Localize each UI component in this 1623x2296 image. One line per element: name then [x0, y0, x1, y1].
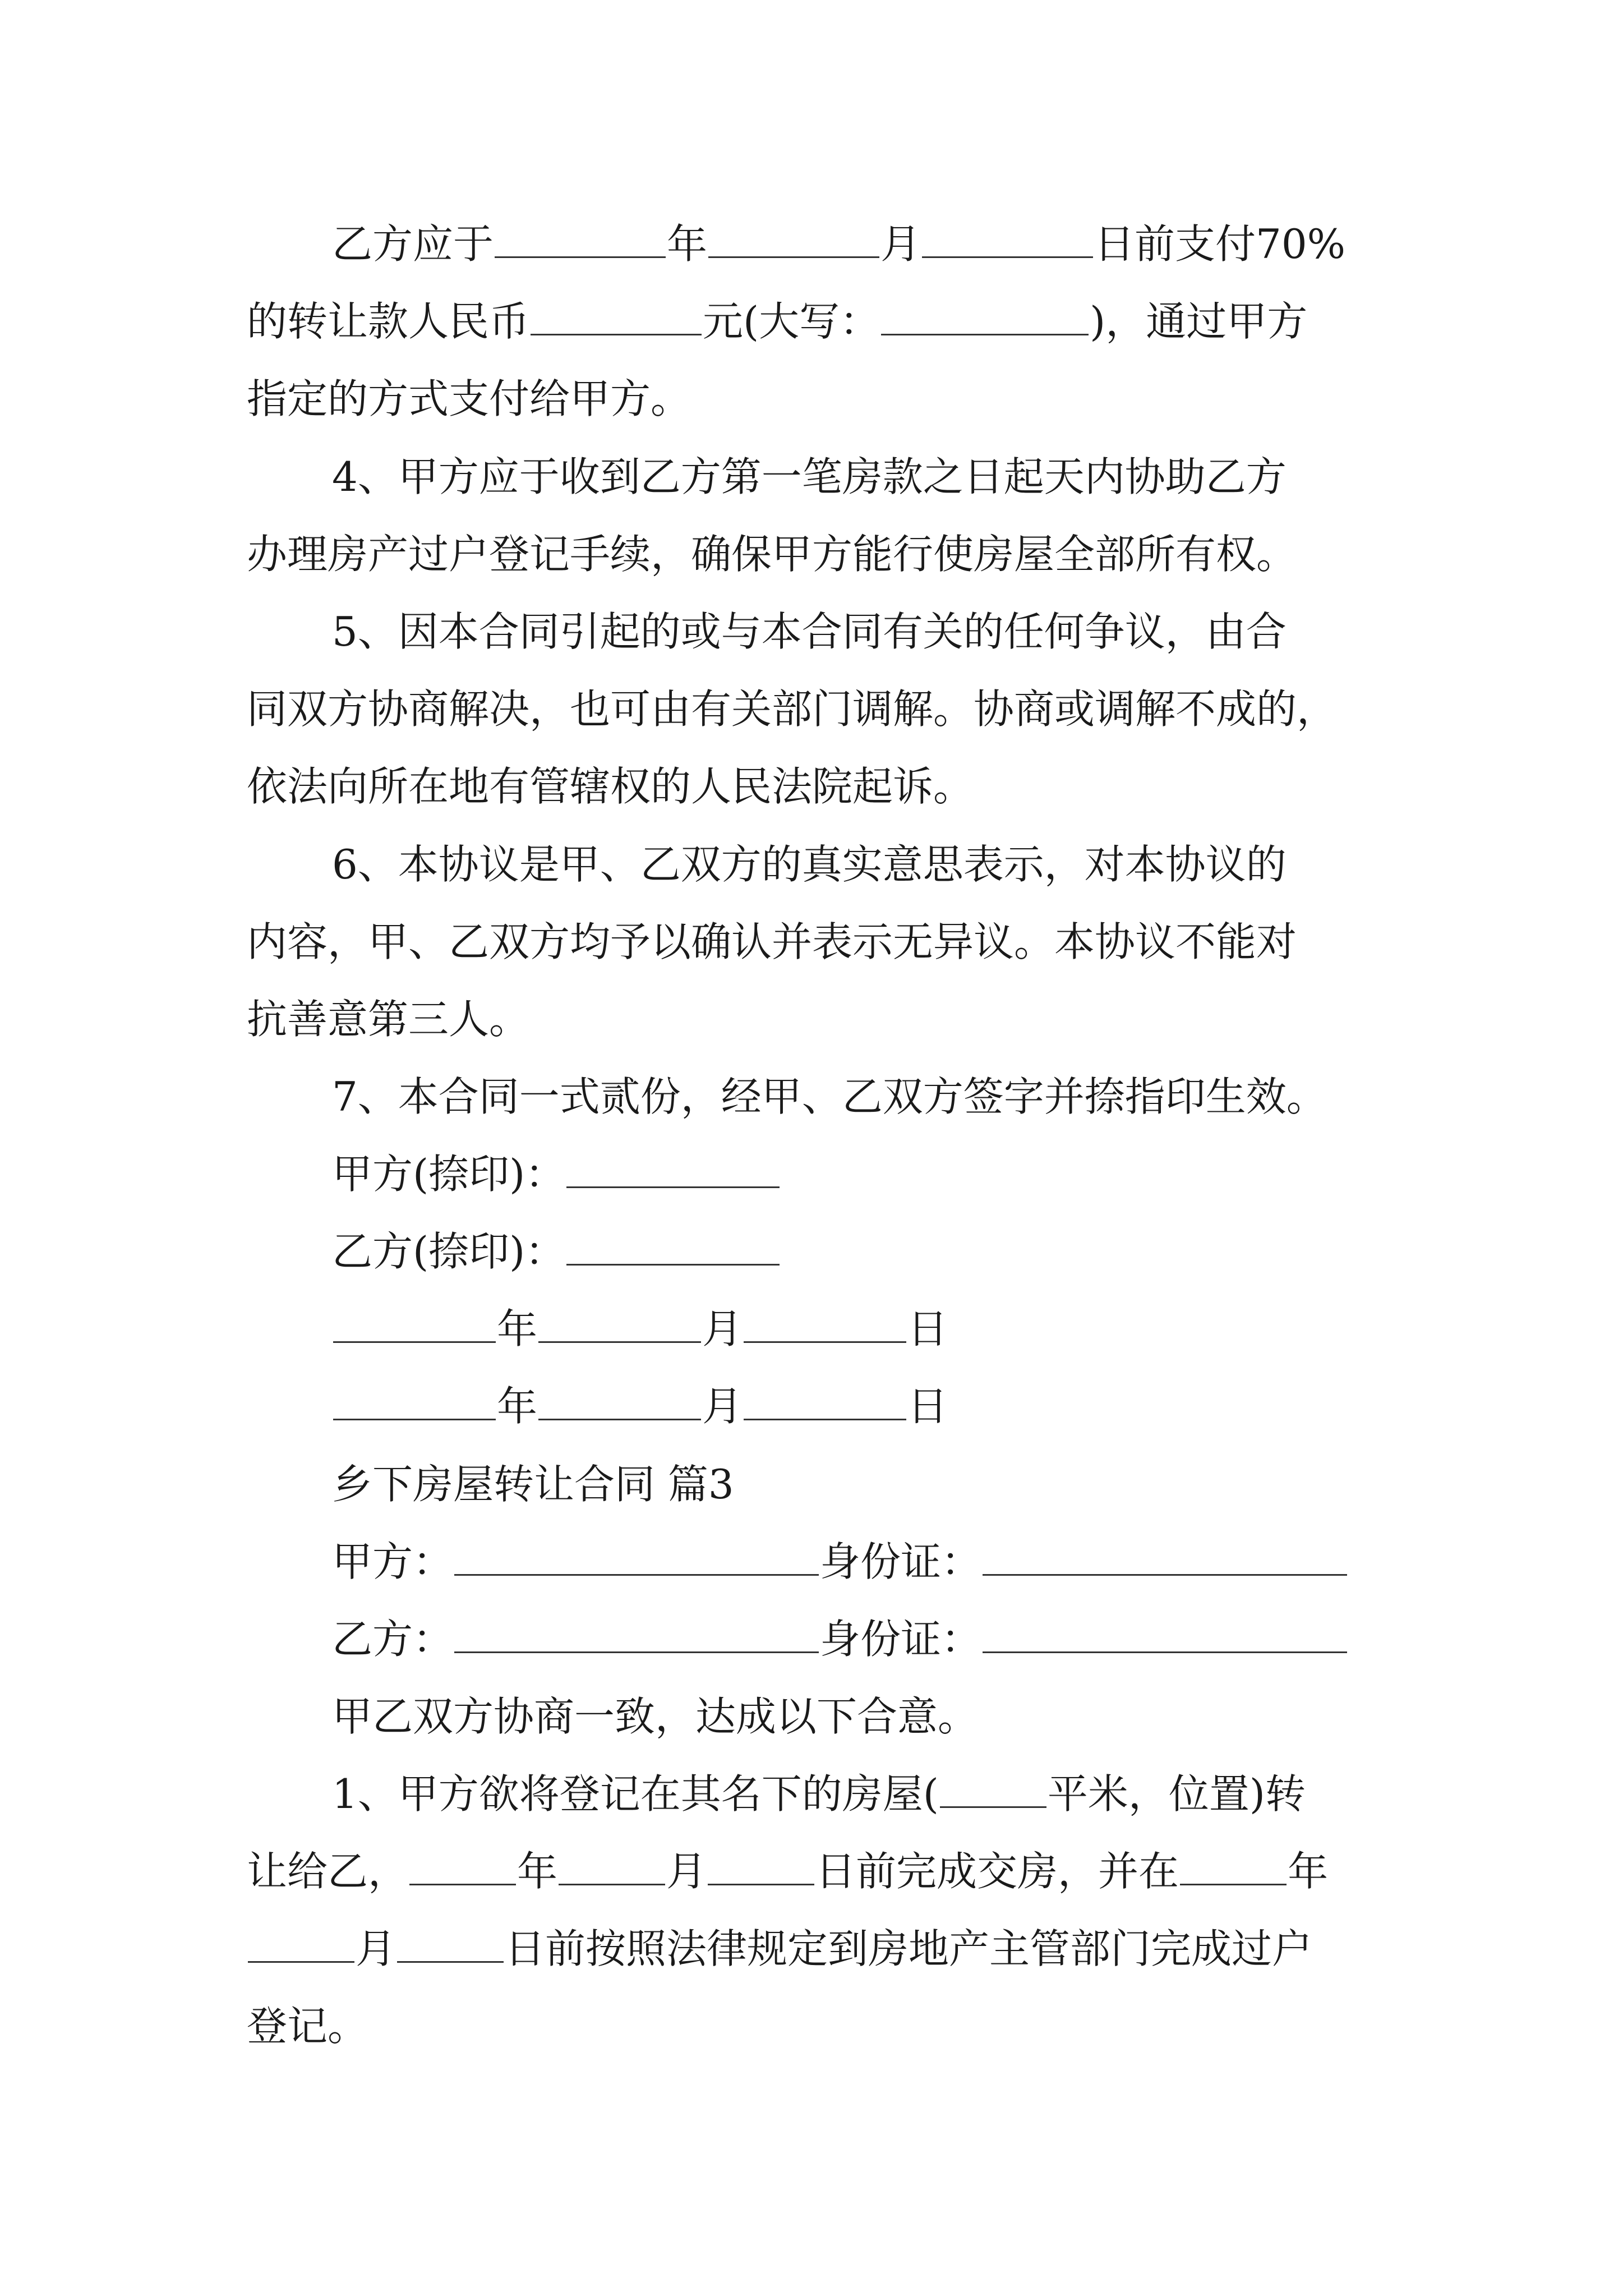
blank-month [559, 1849, 665, 1885]
text: 的转让款人民币 [247, 298, 530, 345]
text: 平米，位置)转 [1047, 1770, 1306, 1818]
blank-month [538, 1306, 701, 1343]
blank-day [744, 1384, 906, 1420]
blank-id-a [983, 1539, 1347, 1576]
blank-name-a [454, 1539, 819, 1576]
party-a-line [332, 1534, 1348, 1590]
signature-party-b [332, 1223, 781, 1280]
text: 月 [702, 1305, 743, 1352]
text: 甲方(捺印)： [332, 1151, 566, 1198]
blank-year [333, 1306, 496, 1343]
blank-area [940, 1772, 1046, 1808]
clause-5-line-3: 依法向所在地有管辖权的人民法院起诉。 [247, 763, 974, 810]
blank-id-b [983, 1617, 1347, 1653]
agreement-statement: 甲乙双方协商一致，达成以下合意。 [332, 1693, 979, 1740]
clause-1-line-2 [247, 1843, 1328, 1899]
clause-7-line-1: 7、本合同一式贰份，经甲、乙双方签字并捺指印生效。 [332, 1073, 1327, 1120]
clause-6-line-3: 抗善意第三人。 [247, 996, 530, 1043]
text: 年 [497, 1383, 538, 1430]
clause-6-line-1: 6、本协议是甲、乙双方的真实意思表示，对本协议的 [332, 841, 1287, 888]
blank-month [538, 1384, 701, 1420]
blank-amount-words [881, 299, 1089, 335]
blank-signature-a [566, 1152, 780, 1188]
clause-1-line-4: 登记。 [247, 2003, 368, 2050]
blank-month [708, 222, 879, 258]
text: 日前按照法律规定到房地产主管部门完成过户 [505, 1925, 1313, 1972]
blank-day [922, 222, 1093, 258]
party-b-line [332, 1611, 1348, 1667]
blank-day-2 [397, 1926, 504, 1963]
blank-amount [531, 299, 702, 335]
text: 乙方： [332, 1616, 454, 1663]
clause-4-line-2: 办理房产过户登记手续，确保甲方能行使房屋全部所有权。 [247, 531, 1297, 578]
payment-line-3: 指定的方式支付给甲方。 [247, 375, 691, 422]
blank-day [708, 1849, 814, 1885]
text: 乙方应于 [332, 220, 494, 268]
text: 月 [666, 1848, 707, 1895]
text: 年 [517, 1848, 558, 1895]
blank-year [333, 1384, 496, 1420]
text: 日 [907, 1383, 948, 1430]
text: 月 [702, 1383, 743, 1430]
text: 日 [907, 1305, 948, 1352]
clause-5-line-2: 同双方协商解决，也可由有关部门调解。协商或调解不成的， [247, 685, 1338, 733]
payment-line-2 [247, 293, 1307, 349]
clause-6-line-2: 内容，甲、乙双方均予以确认并表示无异议。本协议不能对 [247, 918, 1297, 965]
text: 让给乙， [247, 1848, 409, 1895]
text: 年 [1288, 1848, 1329, 1895]
blank-year [409, 1849, 516, 1885]
clause-1-line-3 [247, 1921, 1312, 1977]
text: 月 [880, 220, 921, 268]
text: 元(大写： [703, 298, 880, 345]
date-line-2 [332, 1378, 948, 1434]
blank-year [495, 222, 666, 258]
blank-day [744, 1306, 906, 1343]
text: 月 [356, 1925, 396, 1972]
date-line-1 [332, 1301, 948, 1357]
signature-party-a [332, 1146, 781, 1202]
blank-month-2 [248, 1926, 354, 1963]
text: 甲方： [332, 1538, 454, 1585]
text: )，通过甲方 [1090, 298, 1308, 345]
payment-line-1 [332, 216, 1345, 272]
blank-signature-b [566, 1229, 780, 1266]
text: 身份证： [820, 1538, 982, 1585]
text: 1、甲方欲将登记在其名下的房屋( [332, 1770, 939, 1818]
text: 日前完成交房，并在 [815, 1848, 1179, 1895]
clause-5-line-1: 5、因本合同引起的或与本合同有关的任何争议，由合 [332, 608, 1287, 655]
text: 年 [497, 1305, 538, 1352]
text: 日前支付70% [1094, 220, 1346, 268]
clause-4-line-1: 4、甲方应于收到乙方第一笔房款之日起天内协助乙方 [332, 453, 1287, 500]
blank-year-2 [1180, 1849, 1287, 1885]
text: 身份证： [820, 1616, 982, 1663]
text: 乙方(捺印)： [332, 1228, 566, 1275]
blank-name-b [454, 1617, 819, 1653]
contract-heading: 乡下房屋转让合同 篇3 [332, 1461, 734, 1508]
clause-1-line-1 [332, 1766, 1306, 1822]
text: 年 [667, 220, 708, 268]
